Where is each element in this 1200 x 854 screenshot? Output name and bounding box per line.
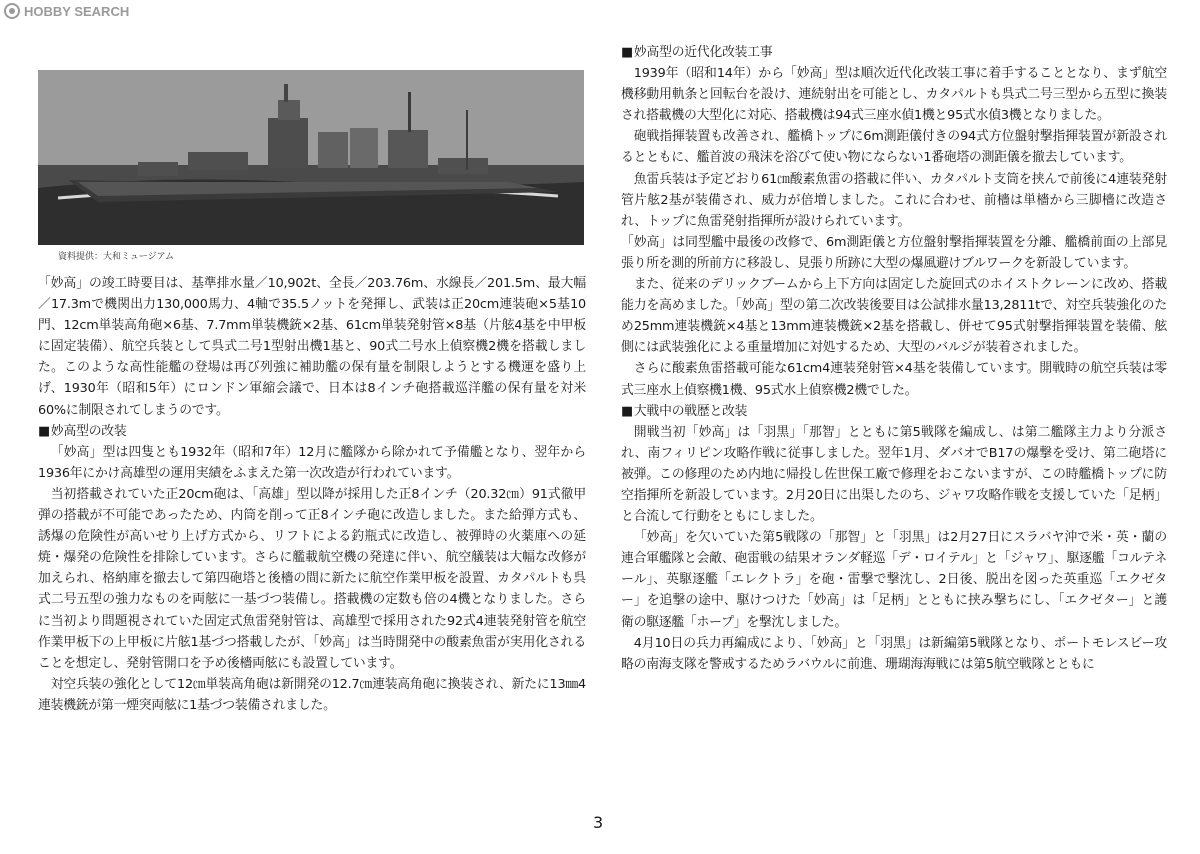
paragraph: 1939年（昭和14年）から「妙高」型は順次近代化改装工事に着手することとなり、まず航空機移動用軌条と回転台を設け、連続射出を可能とし、カタパルトも呉式二号三型から五型に換装され搭載機の大型化に対応、搭載機は94式三座水偵1機と95式水偵3機となりました。 <box>621 66 1167 124</box>
paragraph: 4月10日の兵力再編成により、「妙高」と「羽黒」は新編第5戦隊となり、ポートモレスビー攻略の南海支隊を警戒するためラバウルに前進、珊瑚海海戦には第5航空戦隊とともに <box>621 635 1167 672</box>
paragraph: また、従来のデリックブームから上下方向は固定した旋回式のホイストクレーンに改め、搭載能力を高めました。「妙高」型の第二次改装後要目は公試排水量13,2811tで、対空兵装強化のため25mm連装機銃×4基と13mm連装機銃×2基を搭載し、併せて95式射撃指揮装置を装備、舷側には武装強化による重量増加に対処するため、大型のバルジが装着されました。 <box>621 277 1167 356</box>
paragraph: さらに酸素魚雷搭載可能な61cm4連装発射管×4基を装備しています。開戦時の航空兵装は零式三座水上偵察機1機、95式水上偵察機2機でした。 <box>621 361 1167 398</box>
paragraph: 「妙高」は同型艦中最後の改修で、6m測距儀と方位盤射撃指揮装置を分離、艦橋前面の上部見張り所を測的所前方に移設し、見張り所跡に大型の爆風避けブルワークを新設しています。 <box>621 234 1167 271</box>
paragraph: 砲戦指揮装置も改善され、艦橋トップに6m測距儀付きの94式方位盤射撃指揮装置が新設されるとともに、艦首波の飛沫を浴びて使い物にならない1番砲塔の測距儀を撤去しています。 <box>621 129 1167 166</box>
paragraph: 「妙高」を欠いていた第5戦隊の「那智」と「羽黒」は2月27日にスラバヤ沖で米・英・蘭の連合軍艦隊と会敵、砲雷戦の結果オランダ軽巡「デ・ロイテル」と「ジャワ」、駆逐艦「コルテネール」、英駆逐艦「エレクトラ」を砲・雷撃で撃沈し、2日後、脱出を図った英重巡「エクゼター」を追撃の途中、駆けつけた「妙高」は「足柄」とともに挟み撃ちにし、「エクゼター」と護衛の駆逐艦「ホープ」を撃沈しました。 <box>621 530 1167 630</box>
page-number: 3 <box>593 813 604 832</box>
watermark-text: HOBBY SEARCH <box>24 3 130 19</box>
left-column <box>38 273 586 716</box>
section-heading-wartime: ■ 大戦中の戦歴と改装 <box>621 401 1167 422</box>
warship-silhouette-icon <box>38 70 584 245</box>
hobby-search-watermark <box>4 3 129 19</box>
hobby-search-logo-icon <box>4 3 20 19</box>
paragraph: 「妙高」型は四隻とも1932年（昭和7年）12月に艦隊から除かれて予備艦となり、翌年から1936年にかけ高雄型の運用実績をふまえた第一次改造が行われています。 <box>38 444 586 481</box>
paragraph: 当初搭載されていた正20cm砲は、「高雄」型以降が採用した正8インチ（20.32㎝）91式徹甲弾の搭載が不可能であったため、内筒を削って正8インチ砲に改造しました。また給弾方式も、誘爆の危険性が高いせり上げ方式から、リフトによる釣瓶式に改造し、被弾時の火薬庫への延焼・爆発の危険性を排除しています。さらに艦載航空機の発達に伴い、航空艤装は大幅な改修が加えられ、格納庫を撤去して第四砲塔と後檣の間に新たに航空作業甲板を設置、カタパルトも呉式二号五型の強力なものを両舷に一基づつ装備し。搭載機の定数も倍の4機となりました。さらに当初より問題視されていた固定式魚雷発射管は、高雄型で採用された92式4連装発射管を航空作業甲板下の上甲板に片舷1基づつ搭載したが、「妙高」は当時開発中の酸素魚雷が実用化されることを想定し、発射管開口を予め後檣両舷にも設置しています。 <box>38 486 586 671</box>
paragraph: 開戦当初「妙高」は「羽黒」「那智」とともに第5戦隊を編成し、は第二艦隊主力より分派され、南フィリピン攻略作戦に従事しました。翌年1月、ダバオでB17の爆撃を受け、第二砲塔に被弾。この修理のため内地に帰投し佐世保工廠で修理をおこないますが、この時艦橋トップに防空指揮所を新設しています。2月20日に出渠したのち、ジャワ攻略作戦を支援していた「足柄」と合流して行動をともにしました。 <box>621 424 1167 525</box>
right-column <box>621 42 1167 675</box>
cruiser-photo <box>38 70 584 245</box>
paragraph: 対空兵装の強化として12㎝単装高角砲は新開発の12.7㎝連装高角砲に換装され、新たに13㎜4連装機銃が第一煙突両舷に1基づつ装備されました。 <box>38 676 586 713</box>
intro-paragraph: 「妙高」の竣工時要目は、基準排水量／10,902t、全長／203.76m、水線長／201.5m、最大幅／17.3mで機関出力130,000馬力、4軸で35.5ノットを発揮し、武装は正20cm連装砲×5基10門、12cm単装高角砲×6基、7.7mm単装機銃×2基、61cm単装発射管×8基（片舷4基を中甲板に固定装備）、航空兵装として呉式二号1型射出機1基と、90式二号水上偵察機2機を搭載しました。このような高性能艦の登場は再び列強に補助艦の保有量を制限しようとする機運を盛り上げ、1930年（昭和5年）にロンドン軍縮会議で、日本は8インチ砲搭載巡洋艦の保有量を対米60%に制限されてしまうのです。 <box>38 276 586 418</box>
section-heading-modernization: ■ 妙高型の近代化改装工事 <box>621 42 1167 63</box>
section-heading-refit: ■ 妙高型の改装 <box>38 421 586 442</box>
photo-credit: 資料提供：大和ミュージアム <box>58 252 175 262</box>
paragraph: 魚雷兵装は予定どおり61㎝酸素魚雷の搭載に伴い、カタパルト支筒を挟んで前後に4連装発射管片舷2基が装備され、威力が倍増しました。これに合わせ、前檣は単檣から三脚檣に改造され、トップに魚雷発射指揮所が設けられています。 <box>621 171 1167 229</box>
